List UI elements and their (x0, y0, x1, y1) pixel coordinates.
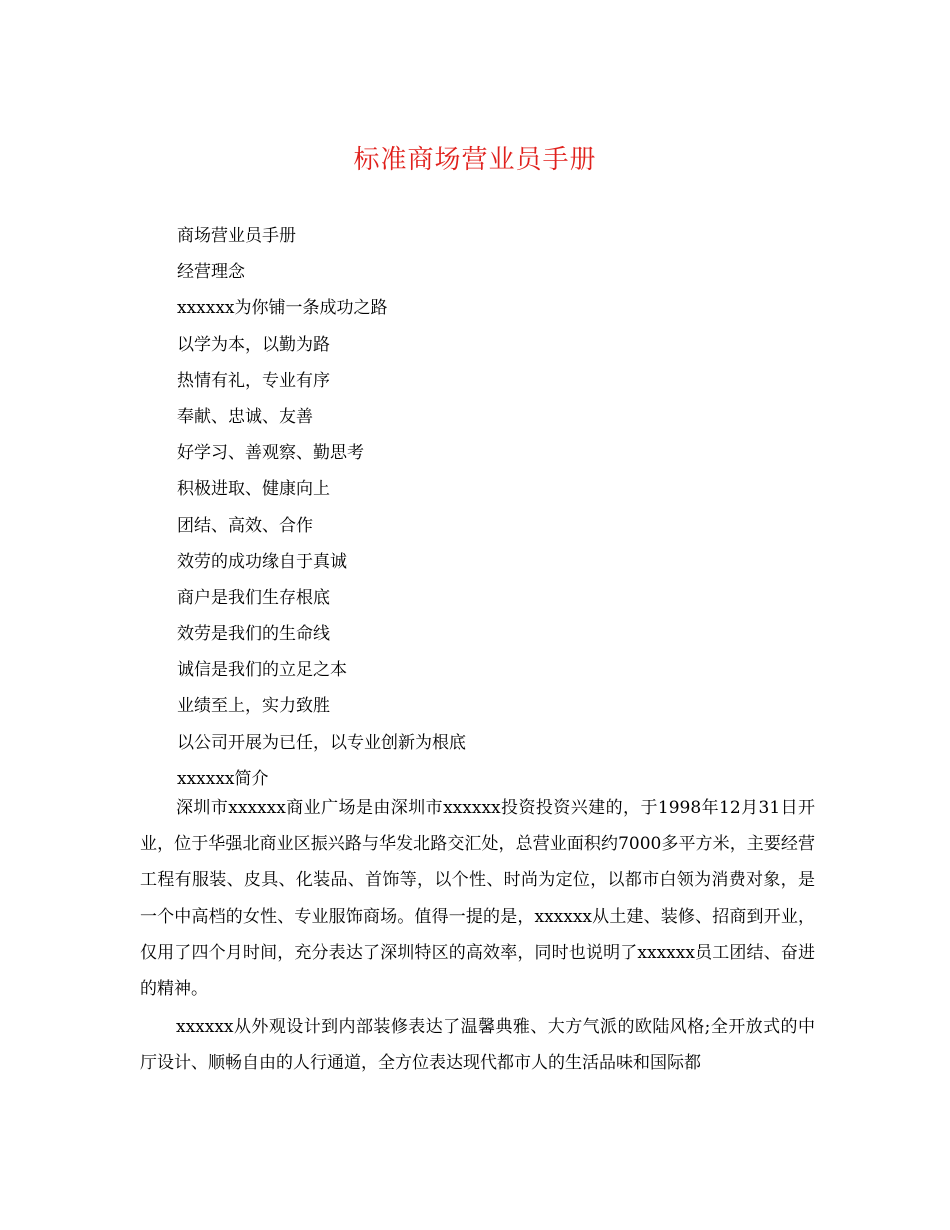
document-title: 标准商场营业员手册 (353, 145, 597, 175)
text-line: 诚信是我们的立足之本 (177, 660, 347, 681)
text-line: xxxxxx为你铺一条成功之路 (177, 298, 388, 319)
text-line: 奉献、忠诚、友善 (177, 406, 313, 427)
text-line: 业绩至上，实力致胜 (177, 696, 330, 717)
text-line: 热情有礼，专业有序 (177, 370, 330, 391)
text-line: 效劳是我们的生命线 (177, 624, 330, 645)
text-line: xxxxxx简介 (177, 768, 269, 789)
text-line: 以公司开展为已任，以专业创新为根底 (177, 732, 466, 753)
text-line: 以学为本，以勤为路 (177, 334, 330, 355)
text-line: 商户是我们生存根底 (177, 587, 330, 608)
text-line: 团结、高效、合作 (177, 515, 313, 536)
text-line: 积极进取、健康向上 (177, 479, 330, 500)
text-line: 经营理念 (177, 262, 245, 283)
text-line: 效劳的成功缘自于真诚 (177, 551, 347, 572)
paragraph: 深圳市xxxxxx商业广场是由深圳市xxxxxx投资投资兴建的，于1998年12月31日开业，位于华强北商业区振兴路与华发北路交汇处，总营业面积约7000多平方米，主要经营工程有服装、皮具、化装品、首饰等，以个性、时尚为定位，以都市白领为消费对象，是一个中高档的女性、专业服饰商场。值得一提的是，xxxxxx从土建、装修、招商到开业，仅用了四个月时间，充分表达了深圳特区的高效率，同时也说明了xxxxxx员工团结、奋进的精神。 (140, 798, 815, 1000)
short-lines-list (177, 218, 837, 797)
body-paragraphs (140, 790, 815, 1084)
text-line: 好学习、善观察、勤思考 (177, 443, 364, 464)
text-line: 商场营业员手册 (177, 226, 296, 246)
paragraph: xxxxxx从外观设计到内部装修表达了温馨典雅、大方气派的欧陆风格;全开放式的中厅设计、顺畅自由的人行通道，全方位表达现代都市人的生活品味和国际都 (140, 1017, 815, 1074)
